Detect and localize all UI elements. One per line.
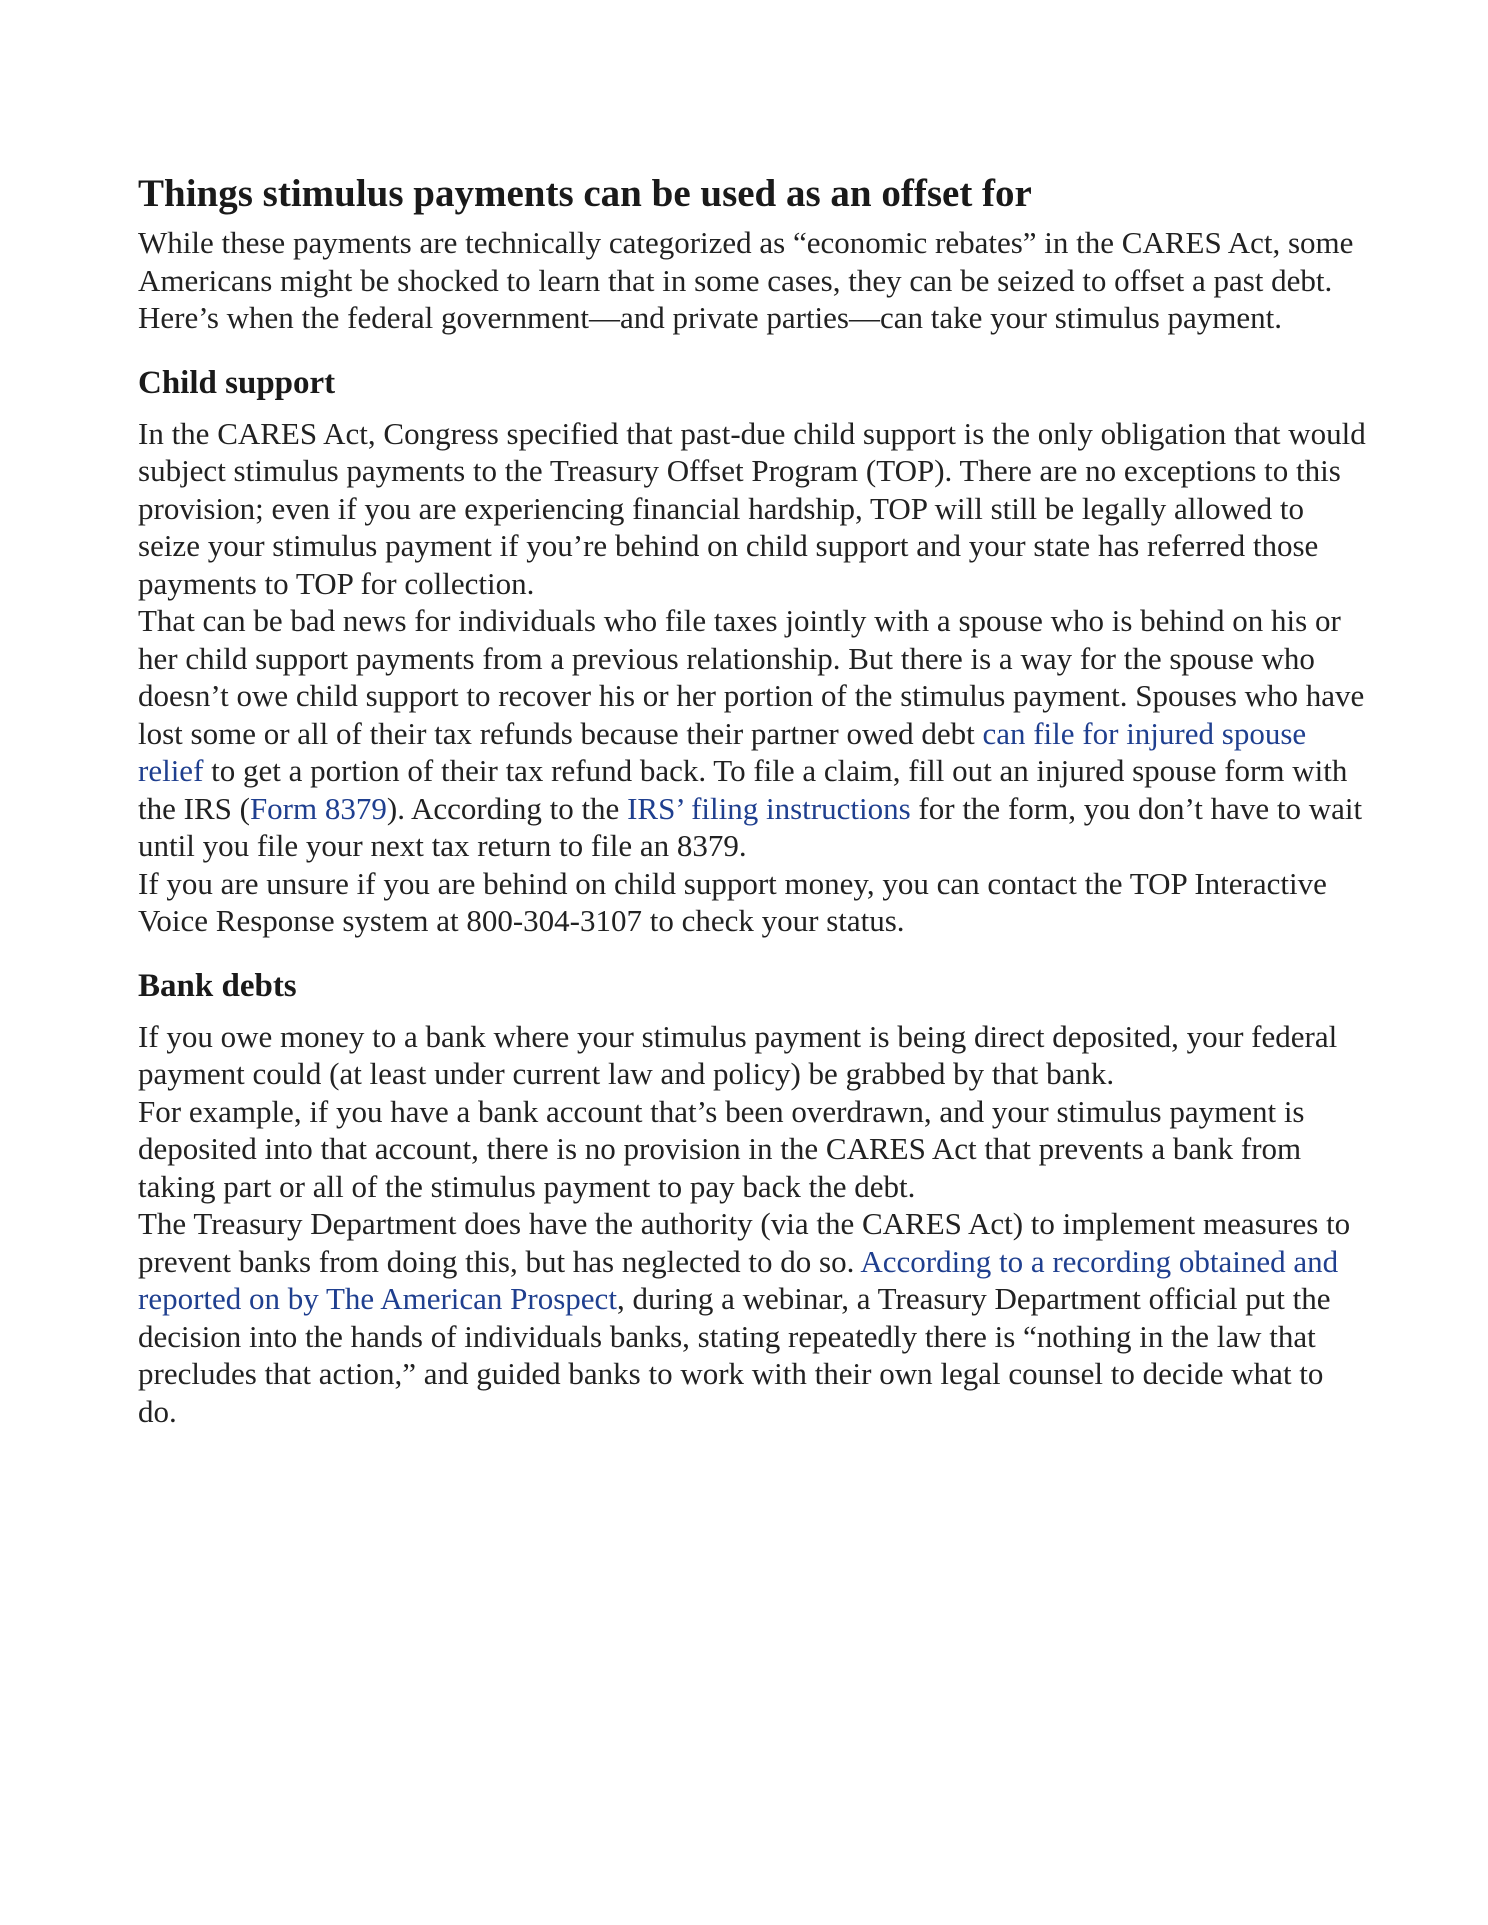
injured-spouse-relief-link[interactable]: can file for injured spouse relief	[138, 715, 1307, 788]
text-run: for the form, you don’t have to wait until you file your next tax return to file an 8379.	[138, 790, 1363, 863]
text-run: The Treasury Department does have the authority (via the CARES Act) to implement measures to prevent banks from doing this, but has neglected to do so.	[138, 1206, 1351, 1279]
bank-debts-paragraph-3	[138, 1205, 1368, 1430]
child-support-paragraph-2	[138, 602, 1368, 865]
child-support-heading: Child support	[138, 364, 336, 401]
text-run: to get a portion of their tax refund back. To file a claim, fill out an injured spouse form with the IRS (	[138, 753, 1348, 826]
text-run: , during a webinar, a Treasury Department official put the decision into the hands of individuals banks, stating repeatedly there is “nothing in the law that precludes that action,” and guided banks to work with their own legal counsel to decide what to do.	[138, 1281, 1331, 1429]
page-title: Things stimulus payments can be used as an offset for	[138, 172, 1032, 215]
child-support-paragraph-3: If you are unsure if you are behind on child support money, you can contact the TOP Interactive Voice Response system at 800-304-3107 to check your status.	[138, 865, 1327, 938]
text-run: That can be bad news for individuals who file taxes jointly with a spouse who is behind on his or her child support payments from a previous relationship. But there is a way for the spouse who doesn’t owe child support to recover his or her portion of the stimulus payment. Spouses who have lost some or all of their tax refunds because their partner owed debt	[138, 603, 1365, 751]
american-prospect-link[interactable]: According to a recording obtained and reported on by The American Prospect	[138, 1243, 1339, 1316]
irs-filing-instructions-link[interactable]: IRS’ filing instructions	[627, 790, 911, 826]
child-support-section	[138, 415, 1368, 940]
bank-debts-heading: Bank debts	[138, 967, 297, 1004]
form-8379-link[interactable]: Form 8379	[249, 790, 387, 826]
child-support-paragraph-1: In the CARES Act, Congress specified that past-due child support is the only obligation that would subject stimulus payments to the Treasury Offset Program (TOP). There are no exceptions to this provision; even if you are experiencing financial hardship, TOP will still be legally allowed to seize your stimulus payment if you’re behind on child support and your state has referred those payments to TOP for collection.	[138, 415, 1366, 601]
text-run: ). According to the	[386, 790, 628, 826]
intro-paragraph: While these payments are technically categorized as “economic rebates” in the CARES Act, some Americans might be shocked to learn that in some cases, they can be seized to offset a past debt. Here’s when the federal government—and private parties—can take your stimulus payment.	[138, 225, 1354, 335]
bank-debts-paragraph-1: If you owe money to a bank where your stimulus payment is being direct deposited, your federal payment could (at least under current law and policy) be grabbed by that bank.	[138, 1018, 1338, 1091]
document-page	[138, 170, 1368, 1430]
bank-debts-section	[138, 1018, 1368, 1431]
bank-debts-paragraph-2: For example, if you have a bank account that’s been overdrawn, and your stimulus payment is deposited into that account, there is no provision in the CARES Act that prevents a bank from taking part or all of the stimulus payment to pay back the debt.	[138, 1093, 1305, 1204]
